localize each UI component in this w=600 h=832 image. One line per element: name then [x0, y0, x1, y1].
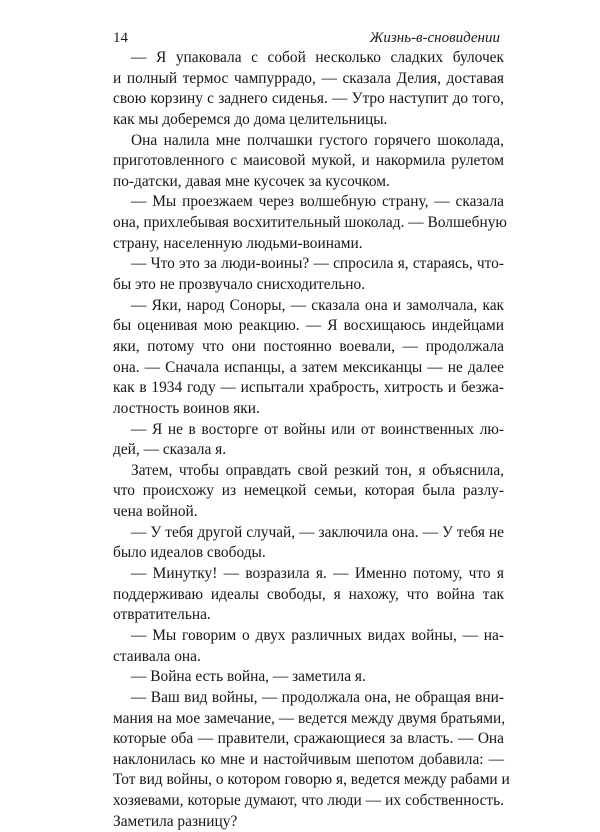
text-line: было идеалов свободы. [113, 544, 266, 562]
text-line: бы оценивая мою реакцию. — Я восхищаюсь индейцами [113, 317, 504, 335]
page-header [113, 30, 500, 50]
text-line: — Яки, народ Соноры, — сказала она и замолчала, как [131, 296, 504, 314]
text-line: бы это не прозвучало снисходительно. [113, 276, 366, 294]
running-title: Жизнь-в-сновидении [369, 30, 500, 46]
page-number: 14 [113, 30, 128, 46]
text-line: чена войной. [113, 503, 198, 521]
text-line: которые оба — правители, сражающиеся за власть. — Она [113, 730, 504, 748]
text-line: по-датски, давая мне кусочек за кусочком. [113, 172, 390, 190]
text-line: — Я не в восторге от войны или от воинственных лю- [131, 420, 504, 438]
text-line: хозяевами, которые думают, что люди — их собственность. [113, 792, 504, 810]
text-line: — Что это за люди-воины? — спросила я, стараясь, что- [131, 255, 504, 273]
text-line: — У тебя другой случай, — заключила она. — У тебя не [131, 523, 504, 541]
text-line: и полный термос чампуррадо, — сказала Делия, доставая [113, 69, 504, 87]
text-line: поддерживаю идеалы свободы, я нахожу, что война так [113, 585, 504, 603]
text-line: что происхожу из немецкой семьи, которая была разлу- [113, 482, 504, 500]
text-line: Заметила разницу? [113, 812, 238, 830]
text-line: стаивала она. [113, 647, 201, 665]
text-line: она, прихлебывая восхитительный шоколад. — Волшебную [113, 214, 507, 232]
body-text [113, 48, 510, 832]
text-line: наклонилась ко мне и настойчивым шепотом добавила: — [113, 750, 504, 768]
text-line: дей, — сказала я. [113, 441, 227, 459]
text-line: приготовленного с маисовой мукой, и накормила рулетом [113, 152, 504, 170]
text-line: страну, населенную людьми-воинами. [113, 234, 363, 252]
text-line: мания на мое замечание, — ведется между двумя братьями, [113, 709, 506, 727]
text-line: — Война есть война, — заметила я. [131, 668, 366, 686]
text-line: Затем, чтобы оправдать свой резкий тон, я объяснила, [131, 461, 504, 479]
text-line: — Мы проезжаем через волшебную страну, — сказала [131, 193, 504, 211]
text-line: она. — Сначала испанцы, а затем мексиканцы — не далее [113, 358, 504, 376]
text-line: как в 1934 году — испытали храбрость, хитрость и безжа- [113, 379, 504, 397]
text-line: яки, потому что они постоянно воевали, — продолжала [113, 337, 504, 355]
text-line: Тот вид войны, о котором говорю я, ведется между рабами и [113, 771, 510, 789]
text-line: — Мы говорим о двух различных видах войны, — на- [131, 626, 504, 644]
text-line: — Минутку! — возразила я. — Именно потому, что я [131, 565, 504, 583]
text-line: отвратительна. [113, 606, 211, 624]
text-line: как мы доберемся до дома целительницы. [113, 110, 388, 128]
text-line: — Ваш вид войны, — продолжала она, не обращая вни- [131, 688, 504, 706]
text-line: свою корзину с заднего сиденья. — Утро наступит до того, [113, 90, 504, 108]
text-line: — Я упаковала с собой несколько сладких булочек [131, 49, 504, 66]
text-line: Она налила мне полчашки густого горячего шоколада, [131, 131, 504, 149]
text-line: лостность воинов яки. [113, 399, 260, 417]
